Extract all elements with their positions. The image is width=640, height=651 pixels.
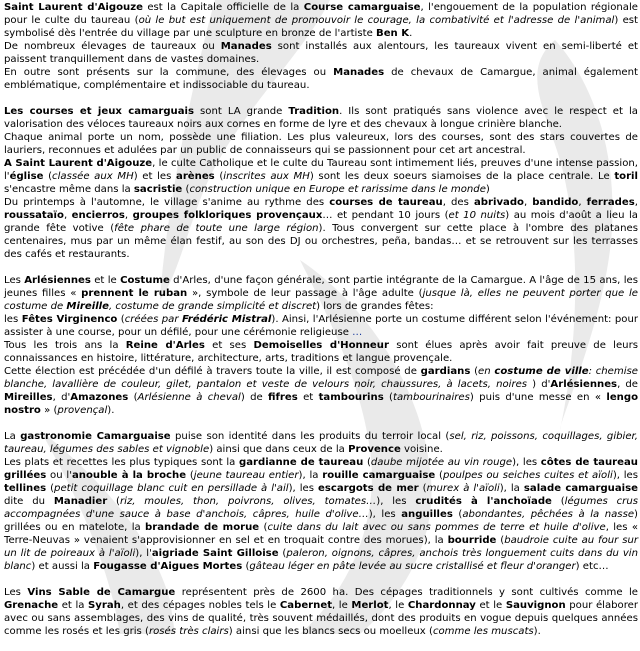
text-run: ( bbox=[259, 522, 268, 533]
text-run: ( bbox=[128, 392, 138, 403]
text-run: , le bbox=[332, 600, 352, 611]
bold-text: Les courses et jeux camarguais bbox=[4, 106, 195, 117]
italic-text: abondantes, pêchées à la nasse bbox=[462, 509, 635, 520]
text-run: voisine. bbox=[400, 444, 443, 455]
bold-text: Saint Laurent d'Aigouze bbox=[4, 2, 143, 13]
bold-text: Fêtes Virginenco bbox=[21, 314, 118, 325]
text-run: , de bbox=[617, 379, 638, 390]
text-run: ( bbox=[107, 496, 120, 507]
italic-text: construction unique en Europe et rarissime dans le monde bbox=[189, 184, 486, 195]
bold-text: Mireilles bbox=[4, 392, 53, 403]
text-run: En outre sont présents sur la commune, des élevages ou bbox=[4, 67, 334, 78]
italic-text: créées par bbox=[124, 314, 182, 325]
bold-text: Cabernet bbox=[279, 600, 333, 611]
text-run: ) bbox=[485, 184, 490, 195]
text-run: , bbox=[63, 210, 72, 221]
text-run: ), les bbox=[612, 470, 638, 481]
text-run: sont LA grande bbox=[194, 106, 289, 117]
text-run: La bbox=[4, 431, 21, 442]
text-run: ( bbox=[551, 496, 565, 507]
bold-text: escargots de mer bbox=[318, 483, 419, 494]
bold-text: Tradition bbox=[288, 106, 340, 117]
text-run: , et des cépages nobles tels le bbox=[120, 600, 280, 611]
text-run: , bbox=[524, 197, 533, 208]
bold-text: Reine d'Arles bbox=[125, 340, 205, 351]
bold-text: Manades bbox=[333, 67, 385, 78]
text-run: ) ainsi que les blancs secs ou moelleux ( bbox=[228, 626, 433, 637]
italic-text: provençal bbox=[57, 405, 108, 416]
text-run: ( bbox=[117, 314, 125, 325]
italic-text: paleron, oignons, câpres, anchois très longuement cuits dans du vin blanc bbox=[4, 548, 638, 572]
text-run: Les bbox=[4, 587, 28, 598]
text-run: ( bbox=[186, 470, 194, 481]
bold-text: prennent le ruban bbox=[81, 288, 188, 299]
text-run: Tous les trois ans la bbox=[4, 340, 126, 351]
italic-text: Arlésienne à cheval bbox=[137, 392, 241, 403]
text-run: dite du bbox=[4, 496, 54, 507]
text-run: ( bbox=[278, 548, 287, 559]
bold-text: courses de taureau bbox=[329, 197, 443, 208]
text-run: , les « Terre-Neuvas » venaient s'approvisionner en sel et en troquait contre des morues), la bbox=[4, 522, 639, 546]
text-run: ). bbox=[107, 405, 115, 416]
italic-text: daube mijotée au vin rouge bbox=[370, 457, 513, 468]
bold-text: église bbox=[9, 171, 44, 182]
italic-text: tambourinaires bbox=[392, 392, 470, 403]
italic-text: en bbox=[478, 366, 495, 377]
italic-text: fête phare de toute une large région bbox=[114, 223, 319, 234]
text-run: ) lors de grandes fêtes: bbox=[316, 301, 434, 312]
text-run: , d' bbox=[52, 392, 71, 403]
text-run: ), les bbox=[376, 496, 416, 507]
italic-text: , costume de grande simplicité et discret bbox=[108, 301, 317, 312]
text-run: ) etc… bbox=[575, 561, 609, 572]
text-run: ), les bbox=[512, 457, 541, 468]
text-run: , le bbox=[388, 600, 408, 611]
bold-text: rouille camarguaise bbox=[322, 470, 436, 481]
bold-text: Arlésiennes bbox=[24, 275, 91, 286]
text-run: est la Capitale officielle de la bbox=[142, 2, 304, 13]
paragraph-courses bbox=[4, 105, 638, 261]
italic-text: cuite dans du lait avec ou sans pommes de terre et huile d'olive bbox=[267, 522, 606, 533]
text-run: ( bbox=[435, 470, 443, 481]
text-run: ), l' bbox=[135, 548, 152, 559]
bold-text: costume de ville bbox=[494, 366, 589, 377]
italic-text: riz, moules, thon, poivrons, olives, tomates… bbox=[119, 496, 377, 507]
bold-text: gardians bbox=[420, 366, 471, 377]
bold-text: Ben K bbox=[376, 28, 410, 39]
text-run: puise son identité dans les produits du terroir local ( bbox=[170, 431, 450, 442]
bold-text: Manades bbox=[220, 41, 272, 52]
paragraph-taureau bbox=[4, 1, 638, 92]
italic-text: jeune taureau entier bbox=[193, 470, 299, 481]
bold-text: lengo nostro bbox=[4, 392, 639, 416]
text-run: ), la bbox=[298, 470, 323, 481]
text-run: , le culte Catholique et le culte du Taureau sont intimement liés, preuves d'une intense passion, l' bbox=[4, 158, 639, 182]
text-run: ( bbox=[470, 366, 479, 377]
document-page bbox=[4, 1, 638, 651]
italic-text: sel, riz, poissons, coquillages, gibier, taureau, légumes des sables et vignoble bbox=[4, 431, 638, 455]
paragraph-gastronomie bbox=[4, 430, 638, 573]
text-run: ( bbox=[452, 509, 463, 520]
text-run: . bbox=[409, 28, 413, 39]
bold-text: Course camarguaise bbox=[303, 2, 421, 13]
text-run: ) et aussi la bbox=[31, 561, 94, 572]
text-run: ) grillées ou en matelote, la bbox=[4, 509, 638, 533]
italic-text: jusque là, elles ne peuvent porter que le costume de bbox=[4, 288, 638, 312]
text-run: les bbox=[4, 314, 22, 325]
text-run: ), la bbox=[499, 483, 524, 494]
bold-text: Costume bbox=[120, 275, 170, 286]
paragraph-arlesiennes bbox=[4, 274, 638, 417]
bold-text: anouble à la broche bbox=[71, 470, 187, 481]
bold-text: Demoiselles d'Honneur bbox=[253, 340, 389, 351]
italic-text: inscrites aux MH bbox=[223, 171, 310, 182]
italic-text: rosés très clairs bbox=[148, 626, 229, 637]
text-run: , bbox=[578, 197, 587, 208]
text-run: ) est symbolisé dès l'entrée du village par une sculpture en bronze de l'artiste bbox=[4, 15, 639, 39]
italic-text: gâteau léger en pâte levée au sucre cristallisé et fleur d'oranger bbox=[249, 561, 576, 572]
bold-text: Grenache bbox=[4, 600, 59, 611]
bold-text: Sauvignon bbox=[505, 600, 566, 611]
bold-text: tambourins bbox=[318, 392, 384, 403]
text-run: s'encastre même dans la bbox=[4, 184, 134, 195]
text-run: ). Tous convergent sur cette place à l'ombre des platanes centenaires, mus par un même élan festif, au son des DJ ou orchestres, peña, bandas… et se retrouvent sur les terrasses des cafés et restaurants. bbox=[4, 223, 638, 260]
bold-text: Amazones bbox=[70, 392, 129, 403]
bold-text: crudités à l'anchoïade bbox=[415, 496, 552, 507]
text-run: ) sont les deux soeurs siamoises de la place centrale. Le bbox=[309, 171, 615, 182]
bold-text: Arlésiennes bbox=[550, 379, 618, 390]
italic-text: légumes crus accompagnées d'une sauce à base d'anchois, câpres, huile d'olive… bbox=[4, 496, 638, 520]
bold-text: bandido bbox=[532, 197, 579, 208]
bold-text: Fougasse d'Aigues Mortes bbox=[93, 561, 243, 572]
bold-text: anguilles bbox=[401, 509, 453, 520]
text-run: , des bbox=[442, 197, 474, 208]
text-run: et bbox=[297, 392, 319, 403]
text-run: ( bbox=[383, 392, 393, 403]
italic-text: classée aux MH bbox=[52, 171, 134, 182]
bold-text: Mireille bbox=[66, 301, 109, 312]
text-run: … et pendant 10 jours ( bbox=[322, 210, 449, 221]
text-run: ( bbox=[418, 483, 427, 494]
text-run: Du printemps à l'automne, le village s'anime au rythme des bbox=[4, 197, 330, 208]
ellipsis-link[interactable]: … bbox=[352, 327, 363, 338]
bold-text: Syrah bbox=[88, 600, 121, 611]
bold-text: groupes folkloriques provençaux bbox=[132, 210, 323, 221]
bold-text: Provence bbox=[348, 444, 401, 455]
text-run: ou l' bbox=[46, 470, 72, 481]
bold-text: salade camarguaise bbox=[523, 483, 638, 494]
bold-text: aigriade Saint Gilloise bbox=[151, 548, 279, 559]
text-run: et la bbox=[58, 600, 89, 611]
text-run: et le bbox=[90, 275, 121, 286]
text-run: ( bbox=[182, 184, 190, 195]
text-run: ) au mois d'août a lieu la grande fête votive ( bbox=[4, 210, 638, 234]
text-run: d'Arles, d'une façon générale, sont partie intégrante de la Camargue. A l'âge de 15 ans, les jeunes filles « bbox=[4, 275, 638, 299]
text-run: ( bbox=[496, 535, 505, 546]
bold-text: ferrades bbox=[586, 197, 635, 208]
text-run: ) de bbox=[240, 392, 269, 403]
italic-text: : chemise blanche, lavallière de couleur, gilet, pantalon et veste de velours noir, chaussures, à lacets, noires bbox=[4, 366, 638, 390]
text-run: ( bbox=[242, 561, 250, 572]
text-run: ), les bbox=[368, 509, 402, 520]
bold-text: gardianne de taureau bbox=[238, 457, 364, 468]
text-run: représentent près de 2600 ha. Des cépages traditionnels y sont cultivés comme le bbox=[175, 587, 639, 598]
bold-text: Chardonnay bbox=[407, 600, 476, 611]
bold-text: gastronomie Camarguaise bbox=[20, 431, 171, 442]
text-run: Chaque animal porte un nom, possède une filiation. Les plus valeureux, lors des courses, sont des stars couvertes de lauriers, reconnues et adulées par un public de connaisseurs qui se passionnent pour cet art ancestral. bbox=[4, 132, 638, 156]
bold-text: Merlot bbox=[351, 600, 389, 611]
italic-text: où le but est uniquement de promouvoir le courage, la combativité et l'adresse de l'animal bbox=[138, 15, 615, 26]
text-run: » ( bbox=[40, 405, 58, 416]
text-run: Cette élection est précédée d'un défilé à travers toute la ville, il est composé de bbox=[4, 366, 421, 377]
bold-text: roussataïo bbox=[4, 210, 64, 221]
bold-text: Frédéric Mistral bbox=[181, 314, 272, 325]
italic-text: baudroie cuite au four sur un lit de poireaux à l'aïoli bbox=[4, 535, 638, 559]
bold-text: bourride bbox=[447, 535, 497, 546]
italic-text: comme les muscats bbox=[432, 626, 534, 637]
text-run: , bbox=[634, 197, 638, 208]
bold-text: brandade de morue bbox=[145, 522, 260, 533]
text-run: , bbox=[124, 210, 133, 221]
text-run: Les bbox=[4, 275, 25, 286]
text-run: ) ainsi que dans ceux de la bbox=[209, 444, 349, 455]
bold-text: encierros bbox=[71, 210, 125, 221]
text-run: et le bbox=[475, 600, 506, 611]
bold-text: côtes de taureau grillées bbox=[4, 457, 638, 481]
bold-text: arènes bbox=[176, 171, 215, 182]
text-run: sont installés aux alentours, les taureaux vivent en semi-liberté et paissent tranquillement dans de vastes domaines. bbox=[4, 41, 638, 65]
bold-text: toril bbox=[614, 171, 638, 182]
text-run: ). Ainsi, l'Arlésienne porte un costume différent selon l'événement: pour assister à une course, pour un défilé, pour une cérémonie religieuse bbox=[4, 314, 639, 338]
text-run: ( bbox=[214, 171, 224, 182]
text-run: ) et les bbox=[133, 171, 177, 182]
text-run: ), les bbox=[288, 483, 319, 494]
text-run: De nombreux élevages de taureaux ou bbox=[4, 41, 221, 52]
text-run: ( bbox=[46, 483, 55, 494]
bold-text: Vins Sable de Camargue bbox=[27, 587, 176, 598]
text-run: de chevaux de Camargue, animal également emblématique, complémentaire et indissociable du taureau. bbox=[4, 67, 638, 91]
bold-text: tellines bbox=[4, 483, 47, 494]
italic-text: et 10 nuits bbox=[448, 210, 506, 221]
text-run: sont élues après avoir fait preuve de leurs connaissances en histoire, littérature, architecture, arts, traditions et langue provençale. bbox=[4, 340, 638, 364]
text-run: , l'engouement de la population régionale pour le culte du taureau ( bbox=[4, 2, 639, 26]
text-run: Les plats et recettes les plus typiques sont la bbox=[4, 457, 239, 468]
text-run: . Ils sont pratiqués sans violence avec le respect et la valorisation des véloces taureaux noirs aux cornes en forme de lyre et des chevaux à longue crinière blanche. bbox=[4, 106, 638, 130]
bold-text: sacristie bbox=[133, 184, 183, 195]
text-run: ) d' bbox=[527, 379, 551, 390]
italic-text: poulpes ou seiches cuites et aïoli bbox=[442, 470, 613, 481]
text-run: ) puis d'une messe en « bbox=[469, 392, 607, 403]
text-run: et ses bbox=[204, 340, 254, 351]
text-run: ( bbox=[363, 457, 371, 468]
text-run: ). bbox=[533, 626, 541, 637]
bold-text: abrivado bbox=[473, 197, 524, 208]
text-run: ( bbox=[43, 171, 53, 182]
italic-text: petit coquillage blanc cuit en persillade à l'ail bbox=[54, 483, 289, 494]
text-run: pour élaborer avec ou sans assemblages, des vins de qualité, très souvent médaillés, dont des produits en vogue depuis quelques années comme les rosés et les gris ( bbox=[4, 600, 639, 637]
bold-text: A Saint Laurent d'Aigouze bbox=[4, 158, 153, 169]
bold-text: fifres bbox=[268, 392, 298, 403]
bold-text: Manadier bbox=[53, 496, 108, 507]
text-run: », symbole de leur passage à l'âge adulte ( bbox=[187, 288, 423, 299]
italic-text: murex à l'aïoli bbox=[426, 483, 500, 494]
paragraph-vins bbox=[4, 586, 638, 638]
